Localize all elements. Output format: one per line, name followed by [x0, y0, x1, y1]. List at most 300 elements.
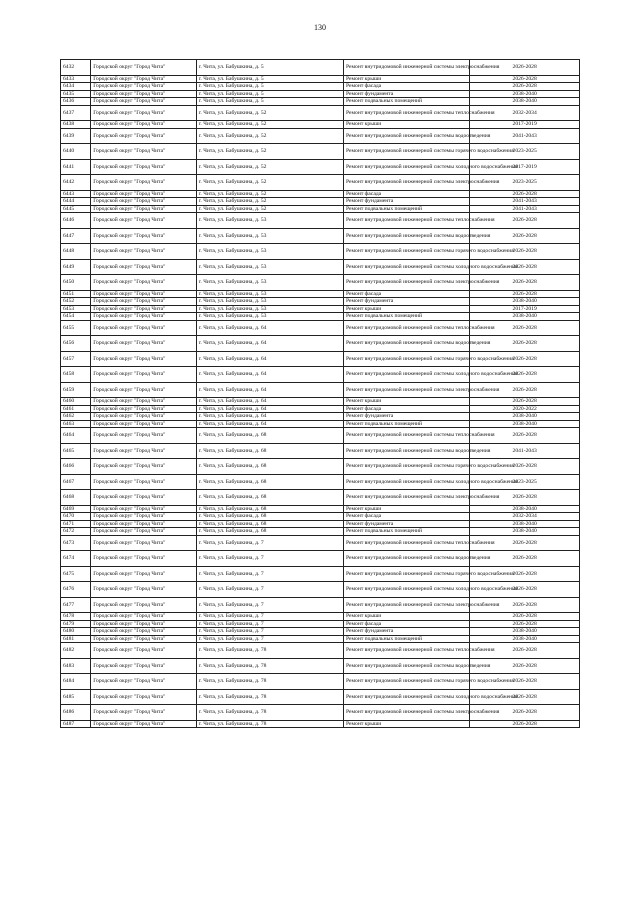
cell-work: Ремонт крыши	[343, 398, 469, 406]
cell-municipality: Городской округ "Город Чита"	[91, 205, 196, 213]
table-row	[61, 290, 580, 298]
table-row	[61, 128, 580, 144]
cell-period: 2032-2034	[470, 513, 580, 521]
cell-municipality: Городской округ "Город Чита"	[91, 528, 196, 536]
table-row	[61, 520, 580, 528]
cell-work: Ремонт внутридомовой инженерной системы теплоснабжения	[343, 643, 469, 659]
cell-work: Ремонт внутридомовой инженерной системы водоотведения	[343, 128, 469, 144]
table-row	[61, 474, 580, 490]
cell-period: 2038-2040	[470, 505, 580, 513]
cell-num: 6440	[61, 144, 91, 160]
cell-period: 2026-2028	[470, 705, 580, 721]
cell-work: Ремонт подвальных помещений	[343, 205, 469, 213]
cell-work: Ремонт внутридомовой инженерной системы электроснабжения	[343, 490, 469, 506]
cell-work: Ремонт внутридомовой инженерной системы теплоснабжения	[343, 105, 469, 121]
cell-municipality: Городской округ "Город Чита"	[91, 459, 196, 475]
cell-address: г. Чита, ул. Бабушкина, д. 64	[196, 398, 343, 406]
cell-municipality: Городской округ "Город Чита"	[91, 144, 196, 160]
cell-municipality: Городской округ "Город Чита"	[91, 98, 196, 106]
cell-address: г. Чита, ул. Бабушкина, д. 64	[196, 320, 343, 336]
cell-work: Ремонт фундамента	[343, 298, 469, 306]
cell-address: г. Чита, ул. Бабушкина, д. 68	[196, 443, 343, 459]
cell-work: Ремонт внутридомовой инженерной системы электроснабжения	[343, 275, 469, 291]
cell-num: 6432	[61, 60, 91, 76]
cell-num: 6437	[61, 105, 91, 121]
cell-address: г. Чита, ул. Бабушкина, д. 7	[196, 613, 343, 621]
cell-period: 2017-2019	[470, 121, 580, 129]
cell-num: 6453	[61, 305, 91, 313]
table-row	[61, 83, 580, 91]
cell-municipality: Городской округ "Город Чита"	[91, 367, 196, 383]
table-row	[61, 405, 580, 413]
cell-municipality: Городской округ "Город Чита"	[91, 443, 196, 459]
cell-address: г. Чита, ул. Бабушкина, д. 64	[196, 420, 343, 428]
cell-municipality: Городской округ "Город Чита"	[91, 175, 196, 191]
cell-work: Ремонт фасада	[343, 405, 469, 413]
cell-municipality: Городской округ "Город Чита"	[91, 298, 196, 306]
cell-address: г. Чита, ул. Бабушкина, д. 53	[196, 228, 343, 244]
cell-num: 6476	[61, 582, 91, 598]
cell-municipality: Городской округ "Город Чита"	[91, 190, 196, 198]
cell-municipality: Городской округ "Город Чита"	[91, 405, 196, 413]
table-row	[61, 566, 580, 582]
table-row	[61, 259, 580, 275]
cell-num: 6461	[61, 405, 91, 413]
cell-period: 2026-2028	[470, 613, 580, 621]
table-row	[61, 705, 580, 721]
table-row	[61, 382, 580, 398]
cell-period: 2017-2019	[470, 159, 580, 175]
cell-num: 6481	[61, 635, 91, 643]
cell-num: 6439	[61, 128, 91, 144]
cell-address: г. Чита, ул. Бабушкина, д. 7	[196, 551, 343, 567]
cell-municipality: Городской округ "Город Чита"	[91, 60, 196, 76]
cell-municipality: Городской округ "Город Чита"	[91, 582, 196, 598]
table-row	[61, 190, 580, 198]
cell-municipality: Городской округ "Город Чита"	[91, 198, 196, 206]
cell-municipality: Городской округ "Город Чита"	[91, 658, 196, 674]
cell-work: Ремонт внутридомовой инженерной системы горячего водоснабжения	[343, 459, 469, 475]
cell-municipality: Городской округ "Город Чита"	[91, 705, 196, 721]
cell-address: г. Чита, ул. Бабушкина, д. 52	[196, 190, 343, 198]
table-row	[61, 582, 580, 598]
table-row	[61, 428, 580, 444]
cell-work: Ремонт фасада	[343, 190, 469, 198]
cell-municipality: Городской округ "Город Чита"	[91, 720, 196, 728]
cell-work: Ремонт подвальных помещений	[343, 98, 469, 106]
cell-num: 6483	[61, 658, 91, 674]
cell-address: г. Чита, ул. Бабушкина, д. 52	[196, 105, 343, 121]
cell-work: Ремонт фасада	[343, 513, 469, 521]
cell-num: 6448	[61, 244, 91, 260]
cell-municipality: Городской округ "Город Чита"	[91, 290, 196, 298]
cell-address: г. Чита, ул. Бабушкина, д. 68	[196, 474, 343, 490]
cell-work: Ремонт крыши	[343, 75, 469, 83]
cell-period: 2026-2028	[470, 213, 580, 229]
cell-address: г. Чита, ул. Бабушкина, д. 78	[196, 674, 343, 690]
table-row	[61, 535, 580, 551]
cell-period: 2026-2028	[470, 566, 580, 582]
cell-work: Ремонт внутридомовой инженерной системы горячего водоснабжения	[343, 144, 469, 160]
cell-municipality: Городской округ "Город Чита"	[91, 398, 196, 406]
cell-work: Ремонт внутридомовой инженерной системы электроснабжения	[343, 382, 469, 398]
table-row	[61, 305, 580, 313]
cell-work: Ремонт внутридомовой инженерной системы водоотведения	[343, 443, 469, 459]
cell-period: 2032-2034	[470, 105, 580, 121]
cell-num: 6442	[61, 175, 91, 191]
cell-address: г. Чита, ул. Бабушкина, д. 78	[196, 689, 343, 705]
cell-address: г. Чита, ул. Бабушкина, д. 53	[196, 298, 343, 306]
cell-num: 6467	[61, 474, 91, 490]
cell-num: 6480	[61, 628, 91, 636]
table-row	[61, 505, 580, 513]
cell-address: г. Чита, ул. Бабушкина, д. 7	[196, 597, 343, 613]
cell-num: 6474	[61, 551, 91, 567]
cell-municipality: Городской округ "Город Чита"	[91, 90, 196, 98]
table-row	[61, 275, 580, 291]
cell-num: 6487	[61, 720, 91, 728]
cell-address: г. Чита, ул. Бабушкина, д. 52	[196, 144, 343, 160]
cell-address: г. Чита, ул. Бабушкина, д. 68	[196, 459, 343, 475]
cell-num: 6479	[61, 620, 91, 628]
cell-num: 6462	[61, 413, 91, 421]
cell-address: г. Чита, ул. Бабушкина, д. 64	[196, 382, 343, 398]
table-row	[61, 205, 580, 213]
cell-address: г. Чита, ул. Бабушкина, д. 68	[196, 513, 343, 521]
table-row	[61, 60, 580, 76]
cell-municipality: Городской округ "Город Чита"	[91, 259, 196, 275]
cell-work: Ремонт внутридомовой инженерной системы электроснабжения	[343, 705, 469, 721]
cell-period: 2026-2028	[470, 674, 580, 690]
table-row	[61, 413, 580, 421]
cell-address: г. Чита, ул. Бабушкина, д. 53	[196, 275, 343, 291]
cell-num: 6470	[61, 513, 91, 521]
table-row	[61, 490, 580, 506]
cell-municipality: Городской округ "Город Чита"	[91, 474, 196, 490]
table-row	[61, 75, 580, 83]
cell-address: г. Чита, ул. Бабушкина, д. 64	[196, 351, 343, 367]
table-row	[61, 420, 580, 428]
cell-address: г. Чита, ул. Бабушкина, д. 53	[196, 213, 343, 229]
table-body	[61, 60, 580, 728]
cell-address: г. Чита, ул. Бабушкина, д. 52	[196, 128, 343, 144]
cell-municipality: Городской округ "Город Чита"	[91, 313, 196, 321]
table-row	[61, 658, 580, 674]
cell-period: 2038-2040	[470, 313, 580, 321]
cell-period: 2038-2040	[470, 528, 580, 536]
cell-period: 2023-2025	[470, 144, 580, 160]
cell-address: г. Чита, ул. Бабушкина, д. 53	[196, 305, 343, 313]
cell-municipality: Городской округ "Город Чита"	[91, 551, 196, 567]
cell-work: Ремонт фасада	[343, 83, 469, 91]
cell-work: Ремонт внутридомовой инженерной системы теплоснабжения	[343, 320, 469, 336]
cell-work: Ремонт внутридомовой инженерной системы холодного водоснабжения	[343, 367, 469, 383]
cell-work: Ремонт внутридомовой инженерной системы горячего водоснабжения	[343, 566, 469, 582]
cell-municipality: Городской округ "Город Чита"	[91, 428, 196, 444]
cell-num: 6486	[61, 705, 91, 721]
cell-address: г. Чита, ул. Бабушкина, д. 53	[196, 290, 343, 298]
cell-period: 2026-2028	[470, 689, 580, 705]
cell-address: г. Чита, ул. Бабушкина, д. 53	[196, 313, 343, 321]
cell-address: г. Чита, ул. Бабушкина, д. 52	[196, 205, 343, 213]
cell-address: г. Чита, ул. Бабушкина, д. 53	[196, 244, 343, 260]
cell-address: г. Чита, ул. Бабушкина, д. 64	[196, 367, 343, 383]
cell-address: г. Чита, ул. Бабушкина, д. 68	[196, 490, 343, 506]
cell-work: Ремонт фундамента	[343, 520, 469, 528]
cell-num: 6454	[61, 313, 91, 321]
cell-work: Ремонт крыши	[343, 613, 469, 621]
table-row	[61, 551, 580, 567]
cell-municipality: Городской округ "Город Чита"	[91, 689, 196, 705]
cell-period: 2038-2040	[470, 298, 580, 306]
cell-period: 2038-2040	[470, 520, 580, 528]
table-row	[61, 689, 580, 705]
cell-work: Ремонт внутридомовой инженерной системы водоотведения	[343, 228, 469, 244]
cell-num: 6484	[61, 674, 91, 690]
cell-municipality: Городской округ "Город Чита"	[91, 635, 196, 643]
cell-municipality: Городской округ "Город Чита"	[91, 159, 196, 175]
table-row	[61, 528, 580, 536]
table-row	[61, 159, 580, 175]
cell-num: 6441	[61, 159, 91, 175]
cell-address: г. Чита, ул. Бабушкина, д. 78	[196, 643, 343, 659]
cell-work: Ремонт внутридомовой инженерной системы холодного водоснабжения	[343, 259, 469, 275]
cell-municipality: Городской округ "Город Чита"	[91, 305, 196, 313]
cell-municipality: Городской округ "Город Чита"	[91, 351, 196, 367]
cell-work: Ремонт подвальных помещений	[343, 420, 469, 428]
cell-work: Ремонт внутридомовой инженерной системы водоотведения	[343, 551, 469, 567]
cell-num: 6464	[61, 428, 91, 444]
cell-period: 2026-2028	[470, 83, 580, 91]
cell-address: г. Чита, ул. Бабушкина, д. 68	[196, 520, 343, 528]
cell-num: 6465	[61, 443, 91, 459]
cell-work: Ремонт внутридомовой инженерной системы горячего водоснабжения	[343, 674, 469, 690]
cell-work: Ремонт внутридомовой инженерной системы электроснабжения	[343, 597, 469, 613]
cell-municipality: Городской округ "Город Чита"	[91, 320, 196, 336]
cell-work: Ремонт крыши	[343, 305, 469, 313]
cell-period: 2026-2028	[470, 244, 580, 260]
table-row	[61, 336, 580, 352]
cell-municipality: Городской округ "Город Чита"	[91, 121, 196, 129]
page-number: 130	[314, 23, 326, 32]
cell-num: 6473	[61, 535, 91, 551]
cell-num: 6455	[61, 320, 91, 336]
cell-period: 2020-2022	[470, 405, 580, 413]
cell-period: 2038-2040	[470, 90, 580, 98]
cell-num: 6485	[61, 689, 91, 705]
cell-period: 2026-2028	[470, 720, 580, 728]
cell-municipality: Городской округ "Город Чита"	[91, 213, 196, 229]
cell-municipality: Городской округ "Город Чита"	[91, 628, 196, 636]
table-row	[61, 459, 580, 475]
cell-period: 2038-2040	[470, 420, 580, 428]
cell-work: Ремонт внутридомовой инженерной системы холодного водоснабжения	[343, 474, 469, 490]
cell-num: 6438	[61, 121, 91, 129]
cell-work: Ремонт подвальных помещений	[343, 313, 469, 321]
cell-num: 6436	[61, 98, 91, 106]
cell-address: г. Чита, ул. Бабушкина, д. 68	[196, 505, 343, 513]
cell-num: 6459	[61, 382, 91, 398]
table-row	[61, 597, 580, 613]
cell-num: 6447	[61, 228, 91, 244]
cell-municipality: Городской округ "Город Чита"	[91, 643, 196, 659]
cell-period: 2038-2040	[470, 635, 580, 643]
cell-num: 6456	[61, 336, 91, 352]
cell-num: 6452	[61, 298, 91, 306]
cell-address: г. Чита, ул. Бабушкина, д. 78	[196, 720, 343, 728]
table-row	[61, 613, 580, 621]
cell-num: 6451	[61, 290, 91, 298]
cell-period: 2026-2028	[470, 459, 580, 475]
cell-work: Ремонт внутридомовой инженерной системы электроснабжения	[343, 175, 469, 191]
cell-work: Ремонт внутридомовой инженерной системы теплоснабжения	[343, 428, 469, 444]
cell-municipality: Городской округ "Город Чита"	[91, 420, 196, 428]
cell-address: г. Чита, ул. Бабушкина, д. 7	[196, 635, 343, 643]
cell-num: 6457	[61, 351, 91, 367]
cell-address: г. Чита, ул. Бабушкина, д. 7	[196, 566, 343, 582]
cell-municipality: Городской округ "Город Чита"	[91, 75, 196, 83]
cell-address: г. Чита, ул. Бабушкина, д. 64	[196, 336, 343, 352]
table-row	[61, 90, 580, 98]
cell-period: 2026-2028	[470, 190, 580, 198]
cell-period: 2026-2028	[470, 275, 580, 291]
cell-num: 6478	[61, 613, 91, 621]
cell-num: 6450	[61, 275, 91, 291]
table-row	[61, 175, 580, 191]
cell-period: 2026-2028	[470, 228, 580, 244]
cell-work: Ремонт подвальных помещений	[343, 528, 469, 536]
cell-num: 6472	[61, 528, 91, 536]
cell-municipality: Городской округ "Город Чита"	[91, 513, 196, 521]
cell-municipality: Городской округ "Город Чита"	[91, 275, 196, 291]
cell-period: 2026-2028	[470, 259, 580, 275]
cell-num: 6449	[61, 259, 91, 275]
cell-work: Ремонт фундамента	[343, 198, 469, 206]
cell-period: 2026-2028	[470, 320, 580, 336]
cell-period: 2026-2028	[470, 367, 580, 383]
cell-period: 2023-2025	[470, 474, 580, 490]
cell-work: Ремонт фундамента	[343, 628, 469, 636]
table-row	[61, 198, 580, 206]
cell-municipality: Городской округ "Город Чита"	[91, 336, 196, 352]
cell-work: Ремонт фасада	[343, 290, 469, 298]
cell-municipality: Городской округ "Город Чита"	[91, 620, 196, 628]
cell-municipality: Городской округ "Город Чита"	[91, 505, 196, 513]
cell-municipality: Городской округ "Город Чита"	[91, 128, 196, 144]
cell-municipality: Городской округ "Город Чита"	[91, 83, 196, 91]
cell-address: г. Чита, ул. Бабушкина, д. 52	[196, 159, 343, 175]
repair-schedule-table	[60, 59, 580, 728]
table-row	[61, 513, 580, 521]
cell-num: 6434	[61, 83, 91, 91]
cell-period: 2026-2028	[470, 620, 580, 628]
cell-address: г. Чита, ул. Бабушкина, д. 68	[196, 528, 343, 536]
cell-municipality: Городской округ "Город Чита"	[91, 566, 196, 582]
cell-period: 2026-2028	[470, 398, 580, 406]
cell-work: Ремонт крыши	[343, 720, 469, 728]
cell-address: г. Чита, ул. Бабушкина, д. 78	[196, 705, 343, 721]
table-row	[61, 635, 580, 643]
table-row	[61, 628, 580, 636]
cell-municipality: Городской округ "Город Чита"	[91, 105, 196, 121]
cell-period: 2026-2028	[470, 535, 580, 551]
cell-period: 2026-2028	[470, 382, 580, 398]
cell-municipality: Городской округ "Город Чита"	[91, 674, 196, 690]
cell-work: Ремонт фундамента	[343, 413, 469, 421]
cell-work: Ремонт внутридомовой инженерной системы горячего водоснабжения	[343, 351, 469, 367]
cell-period: 2041-2043	[470, 205, 580, 213]
cell-address: г. Чита, ул. Бабушкина, д. 5	[196, 98, 343, 106]
cell-work: Ремонт внутридомовой инженерной системы холодного водоснабжения	[343, 159, 469, 175]
cell-period: 2026-2028	[470, 490, 580, 506]
cell-address: г. Чита, ул. Бабушкина, д. 5	[196, 90, 343, 98]
cell-municipality: Городской округ "Город Чита"	[91, 520, 196, 528]
cell-period: 2038-2040	[470, 413, 580, 421]
cell-num: 6469	[61, 505, 91, 513]
cell-work: Ремонт подвальных помещений	[343, 635, 469, 643]
cell-work: Ремонт внутридомовой инженерной системы холодного водоснабжения	[343, 582, 469, 598]
cell-num: 6443	[61, 190, 91, 198]
cell-num: 6463	[61, 420, 91, 428]
cell-num: 6433	[61, 75, 91, 83]
cell-municipality: Городской округ "Город Чита"	[91, 382, 196, 398]
cell-num: 6460	[61, 398, 91, 406]
cell-period: 2026-2028	[470, 658, 580, 674]
cell-address: г. Чита, ул. Бабушкина, д. 5	[196, 75, 343, 83]
cell-period: 2026-2028	[470, 643, 580, 659]
cell-address: г. Чита, ул. Бабушкина, д. 64	[196, 413, 343, 421]
cell-municipality: Городской округ "Город Чита"	[91, 490, 196, 506]
table-row	[61, 298, 580, 306]
cell-address: г. Чита, ул. Бабушкина, д. 7	[196, 582, 343, 598]
cell-address: г. Чита, ул. Бабушкина, д. 68	[196, 428, 343, 444]
cell-num: 6471	[61, 520, 91, 528]
cell-num: 6446	[61, 213, 91, 229]
cell-work: Ремонт крыши	[343, 505, 469, 513]
cell-period: 2038-2040	[470, 98, 580, 106]
cell-period: 2026-2028	[470, 597, 580, 613]
cell-address: г. Чита, ул. Бабушкина, д. 52	[196, 198, 343, 206]
cell-municipality: Городской округ "Город Чита"	[91, 597, 196, 613]
cell-num: 6468	[61, 490, 91, 506]
table-row	[61, 720, 580, 728]
cell-work: Ремонт внутридомовой инженерной системы электроснабжения	[343, 60, 469, 76]
cell-address: г. Чита, ул. Бабушкина, д. 7	[196, 620, 343, 628]
cell-work: Ремонт фасада	[343, 620, 469, 628]
table-row	[61, 98, 580, 106]
table-row	[61, 674, 580, 690]
cell-work: Ремонт фундамента	[343, 90, 469, 98]
cell-num: 6482	[61, 643, 91, 659]
table-row	[61, 105, 580, 121]
cell-work: Ремонт внутридомовой инженерной системы теплоснабжения	[343, 213, 469, 229]
cell-period: 2026-2028	[470, 428, 580, 444]
cell-address: г. Чита, ул. Бабушкина, д. 64	[196, 405, 343, 413]
cell-period: 2026-2028	[470, 75, 580, 83]
table-row	[61, 228, 580, 244]
cell-num: 6445	[61, 205, 91, 213]
table-row	[61, 620, 580, 628]
cell-period: 2026-2028	[470, 336, 580, 352]
cell-work: Ремонт внутридомовой инженерной системы водоотведения	[343, 336, 469, 352]
cell-period: 2026-2028	[470, 551, 580, 567]
cell-work: Ремонт крыши	[343, 121, 469, 129]
cell-work: Ремонт внутридомовой инженерной системы холодного водоснабжения	[343, 689, 469, 705]
cell-work: Ремонт внутридомовой инженерной системы водоотведения	[343, 658, 469, 674]
cell-num: 6435	[61, 90, 91, 98]
table-row	[61, 213, 580, 229]
cell-work: Ремонт внутридомовой инженерной системы теплоснабжения	[343, 535, 469, 551]
